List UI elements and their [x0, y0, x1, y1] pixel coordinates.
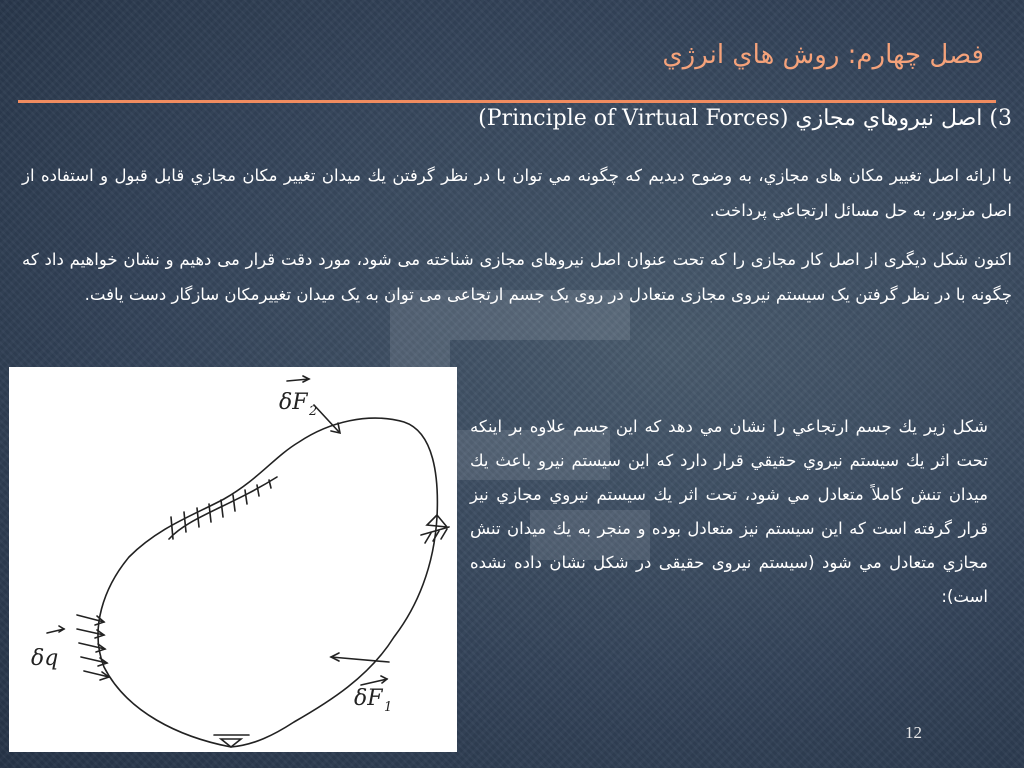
label-q: δq	[31, 646, 59, 671]
body-outline	[98, 418, 437, 747]
distributed-load	[169, 477, 277, 539]
label-f2: δF	[279, 390, 308, 415]
elastic-body-sketch	[9, 367, 457, 752]
title-divider	[18, 100, 996, 103]
intro-paragraph: با ارائه اصل تغییر مکان های مجازي، به وضوح ديديم که چگونه مي توان با در نظر گرفتن يك ميدان تغيير مكان مجازي قابل قبول و استفاده از اصل مزبور، به حل مسائل ارتجاعي پرداخت.	[22, 166, 1012, 220]
elastic-body-figure	[9, 367, 457, 752]
right-support	[421, 515, 449, 543]
label-f1: δF	[354, 686, 383, 711]
force-f1-arrow	[331, 653, 389, 685]
label-f2-sub: 2	[309, 404, 318, 419]
label-f1-sub: 1	[384, 700, 393, 715]
section-heading: 3) اصل نيروهاي مجازي (Principle of Virtual Forces)	[478, 106, 1012, 131]
principle-paragraph: اکنون شکل دیگری از اصل کار مجازی را که تحت عنوان اصل نیروهای مجازی شناخته می شود، مورد دقت قرار می دهیم و نشان خواهیم داد که چگونه با در نظر گرفتن یک سیستم نیروی مجازی متعادل در روی یک جسم ارتجاعی می توان به یک میدان تغییرمکان سازگار دست یافت.	[22, 250, 1012, 304]
page-number: 12	[905, 723, 922, 742]
slide-title: فصل چهارم: روش هاي انرژي	[662, 40, 984, 70]
figure-description: شكل زير يك جسم ارتجاعي را نشان مي دهد كه اين جسم علاوه بر اينكه تحت اثر يك سيستم نيروي حقيقي قرار دارد كه اين سيستم نيرو باعث يك ميدان تنش كاملاً متعادل مي شود، تحت اثر يك سيستم نيروي مجازي نيز قرار گرفته است كه اين سيستم نيز متعادل بوده و منجر به يك ميدان تنش مجازي متعادل مي شود (سيستم نيروی حقيقی در شكل نشان داده نشده است):	[470, 417, 988, 606]
